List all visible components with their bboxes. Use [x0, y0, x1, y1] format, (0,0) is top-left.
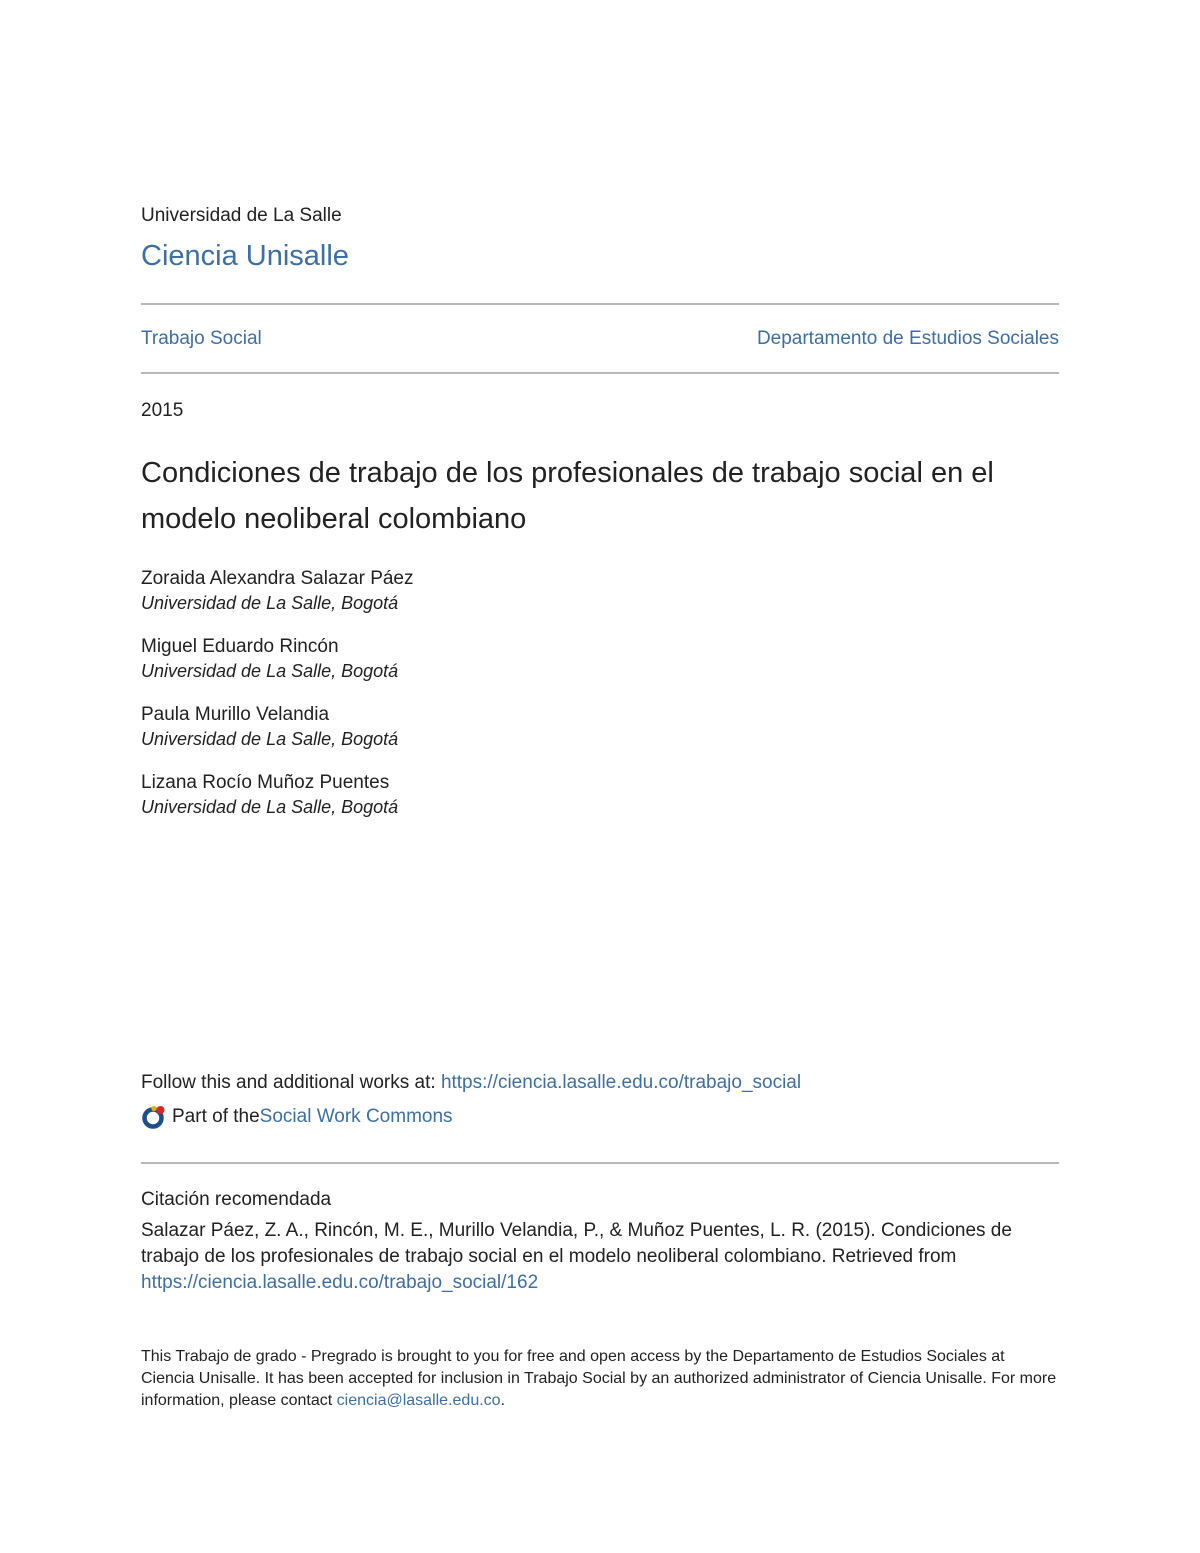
follow-line — [141, 1072, 801, 1094]
author-name: Paula Murillo Velandia — [141, 704, 330, 725]
citation-url-link[interactable]: https://ciencia.lasalle.edu.co/trabajo_social/162 — [141, 1272, 539, 1293]
follow-label: Follow this and additional works at: — [141, 1072, 441, 1093]
divider-top — [141, 303, 1059, 305]
divider-nav — [141, 372, 1059, 374]
author-affiliation: Universidad de La Salle, Bogotá — [141, 797, 399, 817]
follow-url-link[interactable]: https://ciencia.lasalle.edu.co/trabajo_social — [440, 1072, 802, 1093]
part-of-label: Part of the — [172, 1106, 260, 1127]
author-affiliation: Universidad de La Salle, Bogotá — [141, 661, 399, 681]
access-notice-text: This Trabajo de grado - Pregrado is brought to you for free and open access by the Departamento de Estudios Sociales at Ciencia Unisalle. It has been accepted for inclusion in Trabajo Social by an authorized administrator of Ciencia Unisalle. For more information, please contact — [141, 1348, 1057, 1409]
commons-network-icon — [141, 1104, 167, 1130]
institution-name: Universidad de La Salle — [141, 205, 342, 226]
author-name: Miguel Eduardo Rincón — [141, 636, 339, 657]
author-list — [141, 566, 841, 838]
citation-text — [141, 1218, 1059, 1296]
author-name: Lizana Rocío Muñoz Puentes — [141, 772, 390, 793]
author-entry — [141, 634, 841, 682]
access-notice-end: . — [500, 1392, 506, 1409]
author-affiliation: Universidad de La Salle, Bogotá — [141, 729, 399, 749]
part-of-line — [141, 1104, 453, 1130]
author-entry — [141, 566, 841, 614]
author-entry — [141, 702, 841, 750]
document-title: Condiciones de trabajo de los profesionales de trabajo social en el modelo neoliberal colombiano — [141, 457, 994, 535]
author-name: Zoraida Alexandra Salazar Páez — [141, 568, 414, 589]
repository-link[interactable]: Ciencia Unisalle — [141, 240, 349, 272]
department-link[interactable]: Departamento de Estudios Sociales — [756, 328, 1059, 349]
author-affiliation: Universidad de La Salle, Bogotá — [141, 593, 399, 613]
series-link[interactable]: Trabajo Social — [141, 328, 262, 349]
citation-heading: Citación recomendada — [141, 1189, 332, 1210]
contact-email-link[interactable]: ciencia@lasalle.edu.co — [336, 1392, 501, 1409]
publication-year: 2015 — [141, 400, 184, 421]
divider-citation — [141, 1162, 1059, 1164]
access-notice — [141, 1346, 1059, 1412]
author-entry — [141, 770, 841, 818]
commons-link[interactable]: Social Work Commons — [259, 1106, 453, 1127]
citation-body: Salazar Páez, Z. A., Rincón, M. E., Murillo Velandia, P., & Muñoz Puentes, L. R. (2015). Condiciones de trabajo de los profesionales de trabajo social en el modelo neoliberal colombiano. Retrieved from — [141, 1220, 1012, 1267]
